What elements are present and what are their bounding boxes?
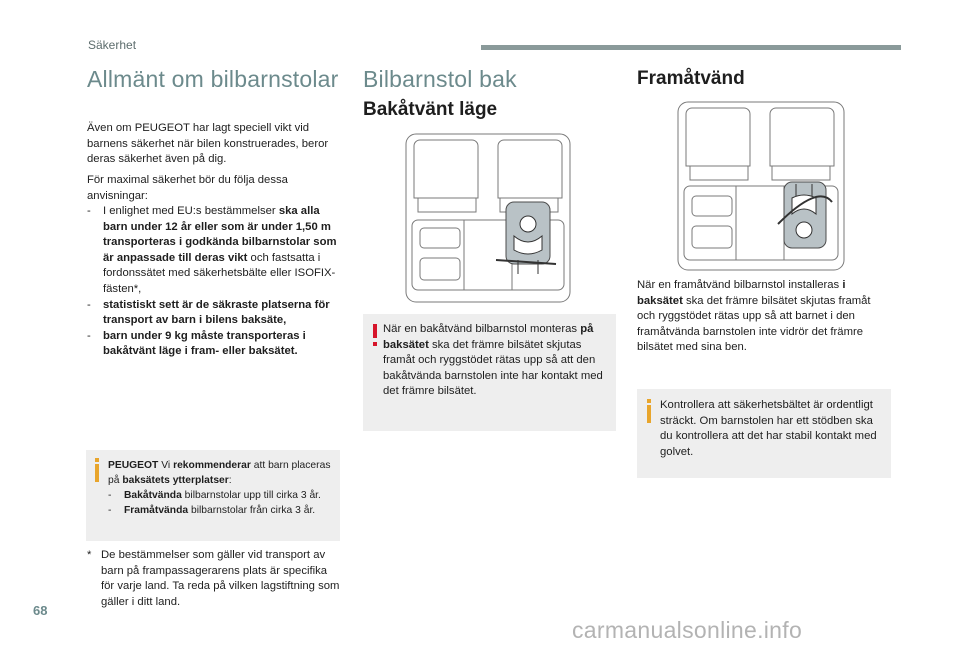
info-icon xyxy=(95,464,99,482)
recommendation-item: - Framåtvända bilbarnstolar från cirka 3 år. xyxy=(108,505,316,516)
forward-info-text: Kontrollera att säkerhetsbältet är ordentligt sträckt. Om barnstolen har ett stödben ska du kontrollera att det har stabil kontakt med golvet. xyxy=(660,399,877,458)
forward-paragraph: När en framåtvänd bilbarnstol installeras i baksätet ska det främre bilsätet skjutas framåt och ryggstödet rätas upp så att barnet i den framåtvända barnstolen inte vidrör det främre bilsätet med sina ben. xyxy=(637,279,871,354)
info-icon xyxy=(647,405,651,423)
recommendation-box xyxy=(86,450,340,541)
footnote: * De bestämmelser som gäller vid transport av barn på frampassagerarens plats är specifika för varje land. Ta reda på vilken lagstiftning som gäller i ditt land. xyxy=(87,549,340,608)
instruction-item: - I enlighet med EU:s bestämmelser ska alla barn under 12 år eller som är under 1,50 m transporteras i godkända bilbarnstolar som är anpassade till deras vikt och fastsatta i fordonssätet med säkerhetsbälte eller ISOFIX-fästen*, xyxy=(87,205,337,295)
rearward-seat-illustration xyxy=(400,132,576,304)
title-rear-seat: Bilbarnstol bak xyxy=(363,66,517,92)
warning-icon xyxy=(373,324,377,338)
forward-info-box xyxy=(637,389,891,478)
section-label: Säkerhet xyxy=(88,38,137,52)
instruction-item: - statistiskt sett är de säkraste platserna för transport av barn i bilens baksäte, xyxy=(87,298,330,327)
header-bar xyxy=(481,45,901,50)
recommendation-text: PEUGEOT Vi rekommenderar att barn placeras på baksätets ytterplatser: - Bakåtvända bilbarnstolar upp till cirka 3 år. - Framåtvända bilbarnstolar från cirka 3 år. xyxy=(108,458,338,518)
instructions-lead: För maximal säkerhet bör du följa dessa anvisningar: xyxy=(87,174,288,202)
instruction-item: - barn under 9 kg måste transporteras i bakåtvänt läge i fram- eller baksätet. xyxy=(87,329,306,358)
recommendation-item: - Bakåtvända bilbarnstolar upp till cirka 3 år. xyxy=(108,490,321,501)
instructions-list xyxy=(87,204,341,360)
page-number: 68 xyxy=(33,603,48,618)
title-forward: Framåtvänd xyxy=(637,68,745,89)
subtitle-rearward: Bakåtvänt läge xyxy=(363,99,498,120)
warning-icon-dot xyxy=(373,342,377,346)
rearward-warning-box xyxy=(363,314,616,431)
rearward-warning-text: När en bakåtvänd bilbarnstol monteras på baksätet ska det främre bilsätet skjutas framåt och ryggstödet rätas upp så att den bakåtvända barnstolen inte har kontakt med det främre bilsätet. xyxy=(383,323,603,398)
intro-paragraph: Även om PEUGEOT har lagt speciell vikt vid barnens säkerhet när bilen konstruerades, beror deras säkerhet även på dig. xyxy=(87,122,329,166)
title-general: Allmänt om bilbarnstolar xyxy=(87,66,339,92)
watermark: carmanualsonline.info xyxy=(572,617,803,643)
forward-seat-illustration xyxy=(674,100,848,272)
